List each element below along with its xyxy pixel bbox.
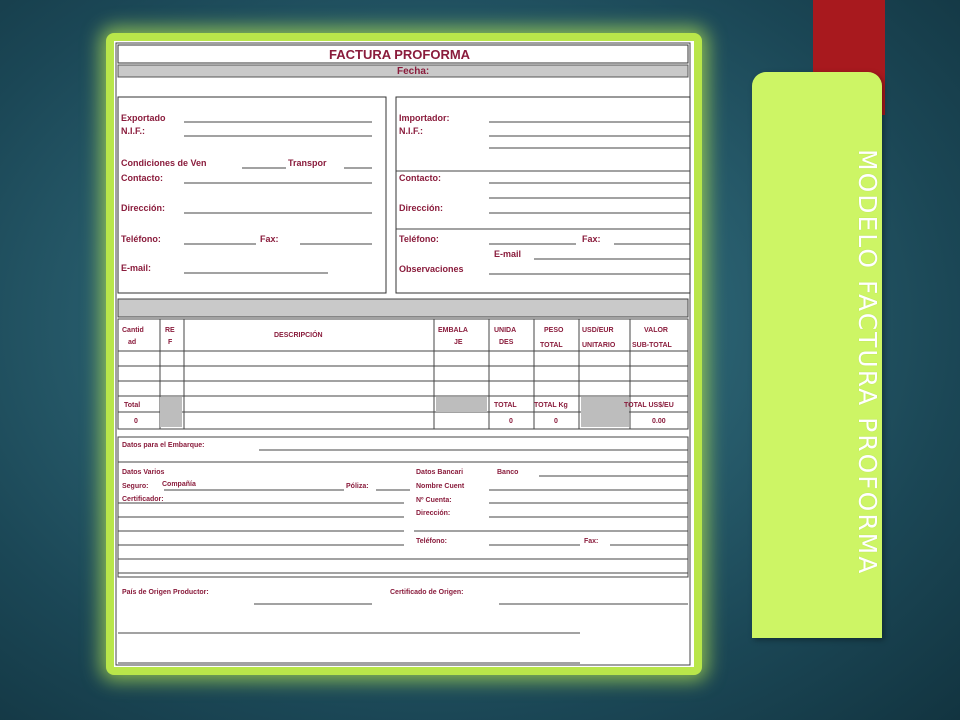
exporter-email-label: E-mail: [121, 263, 152, 273]
total-value-amount: 0.00 [652, 418, 666, 425]
importer-address-label: Dirección: [399, 203, 444, 213]
total-units-label: TOTAL [494, 402, 517, 409]
exporter-label: Exportado [121, 113, 166, 123]
col-ref-header-1: RE [165, 327, 175, 334]
col-packaging-header-1: EMBALA [438, 327, 468, 334]
total-units-value: 0 [509, 418, 513, 425]
account-name-label: Nombre Cuent [416, 483, 465, 490]
importer-fax-label: Fax: [582, 234, 601, 244]
col-units-header-1: UNIDA [494, 327, 517, 334]
transport-label: Transpor [288, 158, 327, 168]
col-unit-price-header-2: UNITARIO [582, 342, 616, 349]
total-value-label: TOTAL US$/EU [624, 402, 674, 409]
account-number-label: Nº Cuenta: [416, 497, 452, 504]
bank-address-label: Dirección: [416, 510, 451, 517]
total-kg-value: 0 [554, 418, 558, 425]
form-drawing [114, 41, 694, 667]
bank-phone-label: Teléfono: [416, 538, 447, 545]
col-description-header: DESCRIPCIÓN [274, 332, 323, 339]
slide-title-card [752, 72, 882, 638]
exporter-address-label: Dirección: [121, 203, 166, 213]
col-quantity-header-1: Cantid [122, 327, 144, 334]
insurance-label: Seguro: [122, 483, 149, 490]
col-subtotal-header-1: VALOR [644, 327, 668, 334]
total-kg-label: TOTAL Kg [534, 402, 568, 409]
importer-email-label: E-mail [494, 249, 522, 259]
form-heading: FACTURA PROFORMA [329, 47, 471, 62]
observations-label: Observaciones [399, 264, 464, 274]
importer-nif-label: N.I.F.: [399, 126, 423, 136]
certifier-label: Certificador: [122, 496, 164, 503]
col-subtotal-header-2: SUB-TOTAL [632, 342, 672, 349]
total-quantity-value: 0 [134, 418, 138, 425]
bank-data-label: Datos Bancari [416, 469, 464, 476]
policy-label: Póliza: [346, 483, 369, 490]
slide-title: MODELO FACTURA PROFORMA [853, 148, 882, 576]
importer-label: Importador: [399, 113, 450, 123]
bank-fax-label: Fax: [584, 538, 599, 545]
sales-conditions-label: Condiciones de Ven [121, 158, 207, 168]
bank-label: Banco [497, 469, 519, 476]
document-image-frame [106, 33, 702, 675]
importer-contact-label: Contacto: [399, 173, 441, 183]
col-unit-price-header-1: USD/EUR [582, 327, 614, 334]
exporter-nif-label: N.I.F.: [121, 126, 145, 136]
exporter-phone-label: Teléfono: [121, 234, 161, 244]
proforma-invoice-form [114, 41, 694, 667]
col-units-header-2: DES [499, 339, 514, 346]
col-weight-header-2: TOTAL [540, 342, 563, 349]
misc-data-label: Datos Varios [122, 469, 165, 476]
origin-country-label: País de Origen Productor: [122, 589, 209, 596]
col-quantity-header-2: ad [128, 339, 137, 346]
shipping-data-label: Datos para el Embarque: [122, 442, 205, 449]
col-packaging-header-2: JE [454, 339, 463, 346]
insurance-company-label: Compañía [162, 481, 196, 488]
col-ref-header-2: F [168, 339, 173, 346]
col-weight-header-1: PESO [544, 327, 564, 334]
origin-certificate-label: Certificado de Origen: [390, 589, 464, 596]
importer-phone-label: Teléfono: [399, 234, 439, 244]
exporter-contact-label: Contacto: [121, 173, 163, 183]
exporter-fax-label: Fax: [260, 234, 279, 244]
total-label: Total [124, 402, 141, 409]
date-label: Fecha: [397, 66, 430, 77]
